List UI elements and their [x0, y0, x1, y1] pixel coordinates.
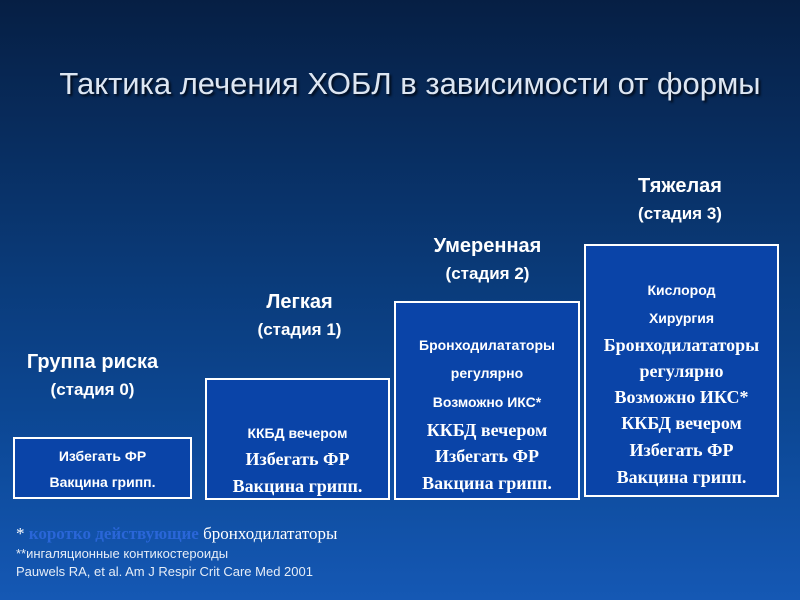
stage-1-label: (стадия 1) [257, 320, 342, 339]
stage-3-item: Избегать ФР [629, 440, 734, 460]
stage-2-heading [395, 232, 580, 288]
stage-0-label: (стадия 0) [50, 380, 135, 399]
stage-2-label: (стадия 2) [445, 264, 530, 283]
stage-2-name: Умеренная [433, 235, 542, 257]
stage-3-item: регулярно [639, 361, 724, 381]
stage-2-item: Бронходилататоры [419, 337, 555, 353]
stage-1-item: Вакцина грипп. [232, 476, 363, 496]
stage-3-heading [590, 172, 770, 228]
stage-1-box [205, 378, 390, 500]
footnotes [16, 523, 337, 581]
footnote-star-highlight: коротко действующие [28, 524, 199, 543]
footnote-star-rest: бронходилататоры [198, 524, 338, 543]
citation: Pauwels RA, et al. Am J Respir Crit Care Med 2001 [16, 564, 313, 579]
footnote-star-mark: * [16, 524, 29, 543]
stage-3-item: ККБД вечером [621, 413, 742, 433]
stage-3-label: (стадия 3) [638, 204, 722, 223]
stage-0-heading [10, 348, 175, 404]
stage-2-item: ККБД вечером [426, 420, 548, 440]
stage-2-item: Избегать ФР [434, 446, 539, 466]
stage-1-heading [212, 288, 387, 344]
stage-0-box [13, 437, 192, 499]
stage-3-name: Тяжелая [638, 175, 722, 197]
stage-0-name: Группа риска [26, 351, 159, 373]
footnote-double-star: **ингаляционные контикостероиды [16, 546, 229, 561]
stage-2-item: Возможно ИКС* [432, 394, 542, 410]
footnote-star [16, 523, 337, 545]
stage-3-item: Кислород [647, 282, 716, 298]
stage-3-item: Возможно ИКС* [614, 387, 749, 407]
stage-2-item: Вакцина грипп. [422, 473, 552, 493]
slide-title: Тактика лечения ХОБЛ в зависимости от формы [59, 66, 761, 101]
stage-3-item: Вакцина грипп. [616, 467, 747, 487]
stage-3-item: Хирургия [648, 310, 715, 326]
stage-0-item: Избегать ФР [58, 448, 147, 464]
stage-2-box [394, 301, 580, 500]
stage-1-item: ККБД вечером [247, 425, 348, 441]
stage-1-item: Избегать ФР [245, 449, 350, 469]
stage-0-item: Вакцина грипп. [49, 474, 156, 490]
stage-3-box [584, 244, 779, 497]
stage-2-item: регулярно [450, 365, 524, 381]
stage-1-name: Легкая [266, 291, 333, 313]
stage-3-item: Бронходилататоры [603, 335, 760, 355]
